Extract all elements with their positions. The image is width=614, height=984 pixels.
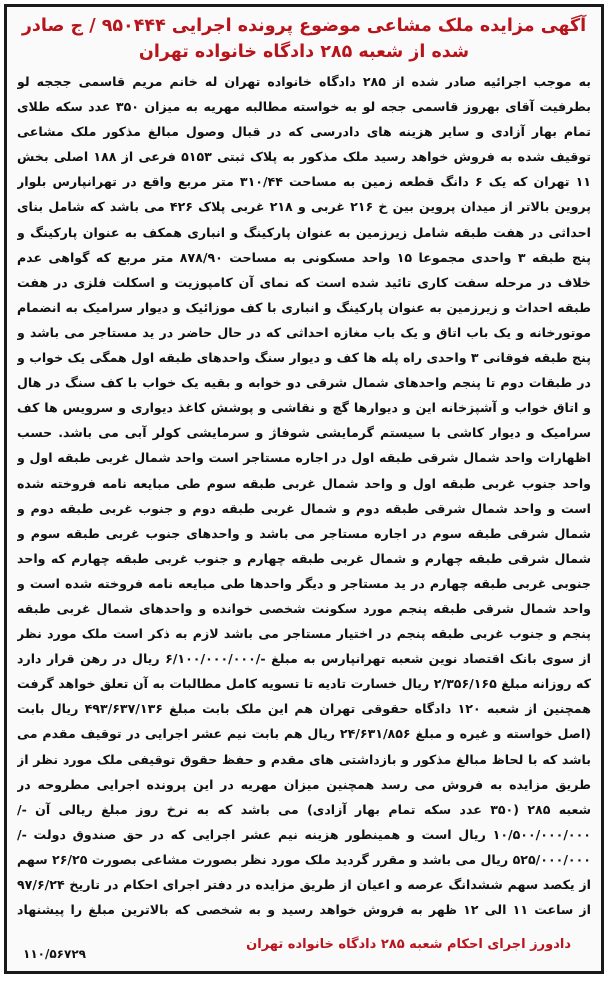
- notice-body: به موجب اجرائیه صادر شده از ۲۸۵ دادگاه خانواده تهران له خانم مریم قاسمی جججه لو بطرفیت آقای بهروز قاسمی ججه لو به خواسته مطالبه مهریه به میزان ۳۵۰ عدد سکه طلای تمام بهار آزادی و سایر هزینه های دادرسی که در قبال وصول مبالغ مذکور ملک مشاعی توقیف شده به فروش خواهد رسید ملک مذکور به پلاک ثبتی ۵۱۵۳ فرعی از ۱۸۸ اصلی بخش ۱۱ تهران که یک ۶ دانگ قطعه زمین به مساحت ۳۱۰/۴۴ متر مربع واقع در تهرانپارس بلوار پروین بالاتر از میدان پروین بین خ ۲۱۶ غربی و ۲۱۸ غربی پلاک ۴۲۶ می باشد که شامل بنای احداثی در هفت طبقه شامل زیرزمین به عنوان پارکینگ و انباری همکف به عنوان پارکینگ و پنج طبقه ۳ واحدی مجموعا ۱۵ واحد مسکونی به مساحت ۸۷۸/۹۰ متر مربع که گواهی عدم خلاف در مرحله سفت کاری تائید شده است که نمای آن کامپوزیت و اسکلت فلزی در هفت طبقه احداث و زیرزمین به عنوان پارکینگ و انباری با کف موزائیک و دیوار سرامیک به انضمام موتورخانه و یک باب اتاق و یک باب مغازه احداثی که در حال حاضر در ید مستاجر می باشد و پنج طبقه فوقانی ۳ واحدی راه پله ها کف و دیوار سنگ واحدهای طبقه اول همگی یک خواب و در طبقات دوم تا پنجم واحدهای شمال شرقی دو خوابه و بقیه یک خواب با کف سنگ در هال و اتاق خواب و آشپزخانه این و دیوارها گچ و نقاشی و پوشش کاغذ دیواری و سرویس ها کف سرامیک و دیوار کاشی با سیستم گرمایشی شوفاژ و سرمایشی کولر آبی می باشد. حسب اظهارات واحد شمال شرقی طبقه اول در اجاره مستاجر است واحد شمال غربی طبقه اول و واحد جنوب غربی طبقه اول و واحد شمال غربی طبقه سوم طی مبایعه نامه فروخته شده است و واحد شمال شرقی طبقه دوم و شمال غربی طبقه دوم و جنوب غربی طبقه دوم و شمال شرقی طبقه سوم در اجاره مستاجر می باشد و واحدهای جنوب غربی طبقه سوم و شمال شرقی طبقه چهارم و شمال غربی طبقه چهارم و جنوب غربی طبقه چهارم که واحد جنوبی غربی طبقه چهارم در ید مستاجر و دیگر واحدها طی مبایعه نامه فروخته شده است و واحد شمال شرقی طبقه پنجم مورد سکونت شخصی خوانده و واحدهای شمال غربی طبقه پنجم و جنوب غربی طبقه پنجم در اختیار مستاجر می باشد لازم به ذکر است ملک مورد نظر از سوی بانک اقتصاد نوین شعبه تهرانپارس به مبلغ -/۶/۱۰۰/۰۰۰/۰۰۰ ریال در رهن قرار دارد که روزانه مبلغ ۲/۳۵۶/۱۶۵ ریال خسارت تادیه تا تسویه کامل مطالبات به آن تعلق خواهد گرفت همچنین از شعبه ۱۲۰ دادگاه حقوقی تهران هم این ملک بابت مبلغ ۴۹۳/۶۳۷/۱۳۶ ریال بابت (اصل خواسته و غیره و مبلغ ۲۴/۶۳۱/۸۵۶ ریال هم بابت نیم عشر اجرایی در توقیف مقدم می باشد که با لحاظ مبالغ مذکور و بازداشتی های مقدم و حفظ حقوق توقیفی ملک مورد نظر از طریق مزایده به فروش می رسد همچنین میزان مهریه در این پرونده اجرایی مطروحه در شعبه ۲۸۵ (۳۵۰ عدد سکه تمام بهار آزادی) می باشد که به نرخ روز مبلغ ریالی آن -/۱۰/۵۰۰/۰۰۰/۰۰۰ ریال است و همینطور هزینه نیم عشر اجرایی که در حق صندوق دولت -/۵۲۵/۰۰۰/۰۰۰ ریال می باشد و مقرر گردید ملک مورد نظر بصورت مشاعی بصورت ۲۶/۲۵ سهم از یکصد سهم ششدانگ عرصه و اعیان از طریق مزایده در دفتر اجرای احکام در تاریخ ۹۷/۶/۲۴ از ساعت ۱۱ الی ۱۲ ظهر به فروش خواهد رسید و به شخصی که بالاترین مبلغ را پیشنهاد: [17, 74, 591, 918]
- notice-code: ۱۱۰/۵۶۷۲۹: [23, 947, 86, 961]
- signature-line: دادورز اجرای احکام شعبه ۲۸۵ دادگاه خانواده تهران: [246, 937, 571, 952]
- notice-title: آگهی مزایده ملک مشاعی موضوع پرونده اجرایی ۹۵۰۴۴۴ / ج صادر شده از شعبه ۲۸۵ دادگاه خانواده تهران: [21, 16, 587, 62]
- notice-frame: [4, 4, 604, 974]
- notice-footer: [17, 929, 591, 969]
